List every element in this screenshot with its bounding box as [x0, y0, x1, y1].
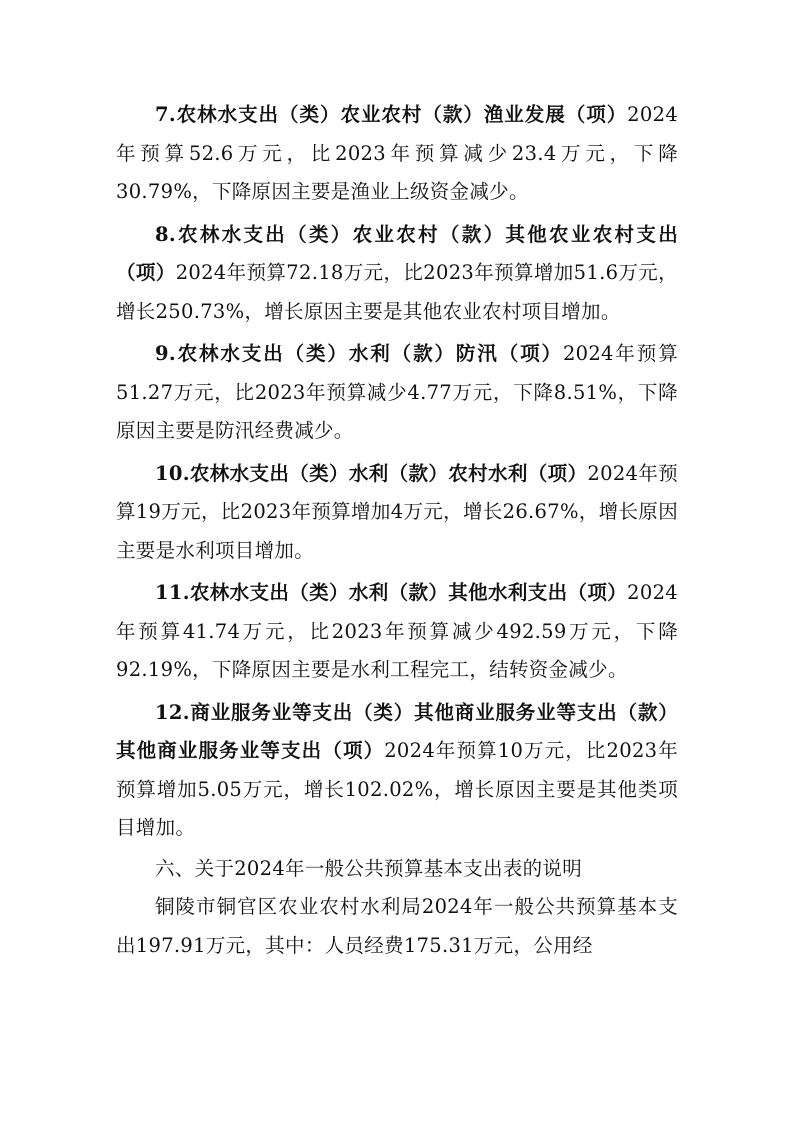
budget-item-8 [116, 216, 678, 332]
budget-item-10-head: 10.农林水支出（类）水利（款）农村水利（项） [155, 461, 588, 485]
budget-item-11-head: 11.农林水支出（类）水利（款）其他水利支出（项） [155, 581, 628, 604]
budget-item-9 [116, 335, 678, 451]
budget-item-12-body: 2024年预算10万元，比2023年预算增加5.05万元，增长102.02%，增长原因主要是其他类项目增加。 [116, 739, 678, 839]
budget-item-8-head: 8.农林水支出（类）农业农村（款）其他农业农村支出（项） [116, 222, 678, 284]
section-heading: 六、关于2024年一般公共预算基本支出表的说明 [155, 856, 583, 880]
document-page [116, 96, 678, 965]
budget-item-9-head: 9.农林水支出（类）水利（款）防汛（项） [155, 342, 563, 365]
budget-item-7-body: 2024年预算52.6万元，比2023年预算减少23.4万元，下降30.79%，下降原因主要是渔业上级资金减少。 [116, 103, 678, 203]
budget-item-7-head: 7.农林水支出（类）农业农村（款）渔业发展（项） [155, 103, 628, 126]
budget-item-12-head: 12.商业服务业等支出（类）其他商业服务业等支出（款）其他商业服务业等支出（项） [116, 700, 678, 762]
final-paragraph: 铜陵市铜官区农业农村水利局2024年一般公共预算基本支出197.91万元，其中：人员经费175.31万元，公用经 [116, 895, 678, 957]
budget-item-8-body: 2024年预算72.18万元，比2023年预算增加51.6万元，增长250.73%，增长原因主要是其他农业农村项目增加。 [116, 261, 678, 323]
budget-item-7 [116, 96, 678, 212]
budget-item-12 [116, 694, 678, 848]
budget-item-10 [116, 455, 678, 571]
budget-item-11-body: 2024年预算41.74万元，比2023年预算减少492.59万元，下降92.19%，下降原因主要是水利工程完工，结转资金减少。 [116, 581, 679, 681]
budget-item-10-body: 2024年预算19万元，比2023年预算增加4万元，增长26.67%，增长原因主要是水利项目增加。 [116, 461, 678, 562]
budget-item-11 [116, 574, 678, 690]
budget-item-9-body: 2024年预算51.27万元，比2023年预算减少4.77万元，下降8.51%，下降原因主要是防汛经费减少。 [116, 342, 678, 442]
